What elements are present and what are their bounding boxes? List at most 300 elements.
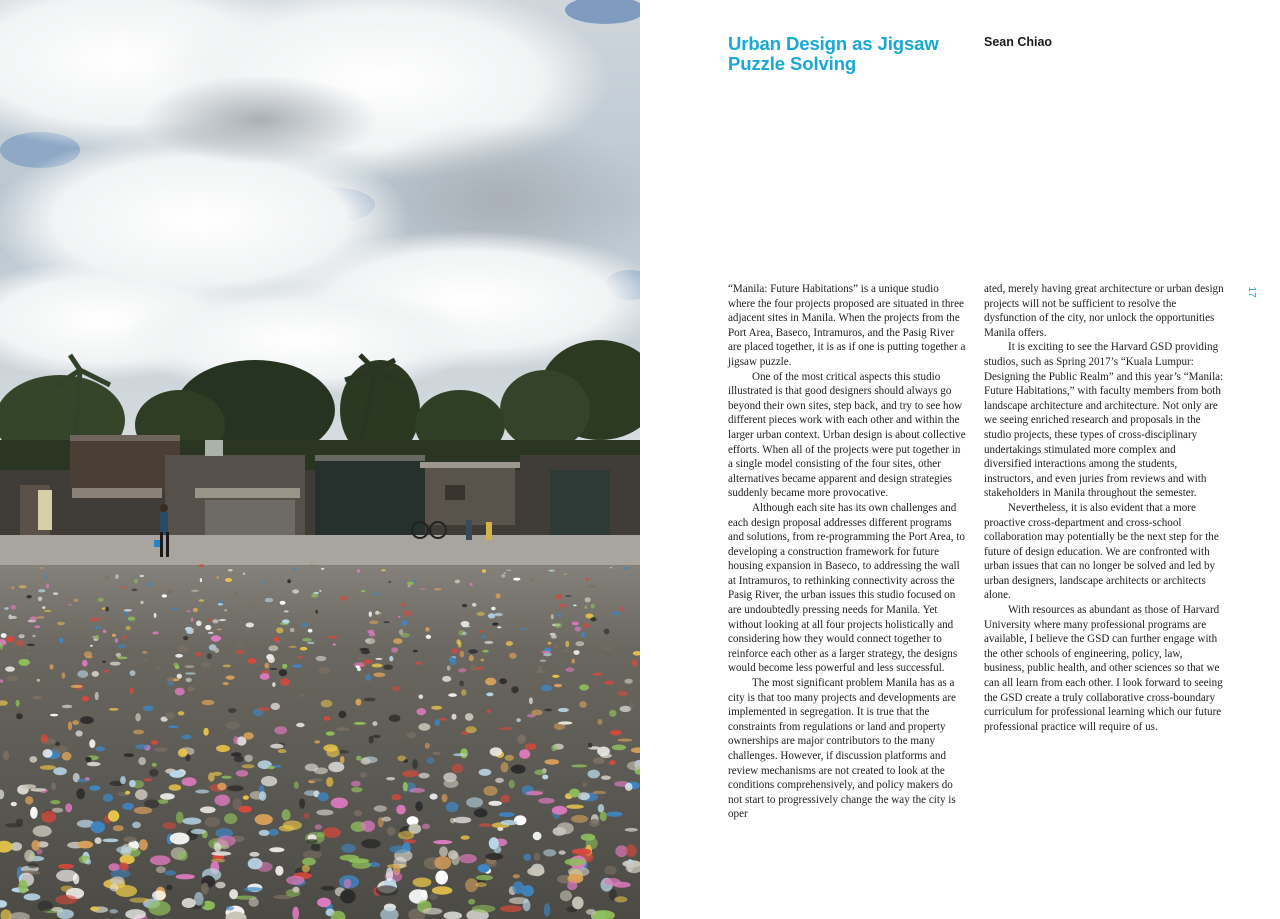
trash-piece (586, 909, 596, 915)
trash-piece (604, 629, 610, 635)
trash-piece (89, 785, 100, 790)
trash-piece (166, 885, 173, 891)
trash-piece (609, 760, 615, 765)
trash-piece (389, 715, 401, 722)
trash-piece (217, 629, 222, 631)
trash-piece (193, 608, 198, 612)
trash-piece (317, 898, 331, 908)
trash-piece (55, 895, 77, 904)
trash-piece (389, 846, 410, 854)
trash-piece (361, 758, 371, 765)
trash-piece (571, 764, 587, 767)
trash-piece (16, 713, 23, 719)
trash-piece (201, 883, 209, 895)
trash-piece (149, 769, 158, 777)
trash-piece (133, 730, 144, 735)
trash-piece (50, 714, 58, 717)
trash-piece (224, 609, 227, 611)
trash-piece (393, 638, 402, 644)
trash-piece (488, 613, 495, 618)
trash-piece (572, 622, 579, 626)
trash-piece (168, 677, 174, 683)
trash-piece (542, 651, 551, 654)
trash-piece (154, 747, 167, 752)
trash-piece (202, 700, 215, 706)
trash-piece (116, 846, 131, 853)
trash-piece (212, 772, 222, 776)
trash-piece (155, 666, 161, 670)
trash-piece (122, 803, 134, 810)
trash-piece (105, 607, 109, 612)
trash-piece (274, 726, 287, 734)
trash-piece (255, 814, 273, 825)
trash-piece (235, 642, 243, 647)
trash-piece (71, 685, 83, 688)
trash-piece (11, 605, 17, 610)
trash-piece (168, 726, 178, 729)
trash-piece (444, 779, 459, 788)
trash-piece (373, 735, 381, 739)
trash-piece (490, 747, 502, 756)
trash-piece (315, 610, 318, 614)
trash-piece (511, 765, 526, 774)
trash-piece (550, 633, 556, 636)
trash-piece (435, 871, 448, 885)
trash-piece (491, 607, 495, 611)
trash-piece (485, 678, 496, 686)
trash-piece (247, 606, 252, 609)
trash-piece (376, 885, 399, 895)
trash-piece (162, 594, 167, 597)
trash-piece (486, 693, 493, 697)
trash-piece (293, 568, 297, 570)
trash-piece (569, 789, 580, 798)
trash-piece (470, 583, 473, 586)
trash-piece (604, 866, 616, 875)
trash-piece (242, 764, 255, 768)
trash-piece (484, 641, 493, 644)
trash-piece (476, 882, 487, 887)
trash-piece (9, 616, 17, 619)
trash-piece (618, 739, 633, 742)
trash-piece (442, 676, 451, 682)
trash-piece (431, 706, 442, 710)
trash-piece (430, 893, 438, 900)
trash-piece (233, 736, 238, 744)
trash-piece (311, 593, 318, 597)
trash-piece (310, 565, 314, 566)
trash-piece (176, 812, 184, 824)
trash-piece (185, 672, 196, 674)
trash-piece (352, 861, 371, 869)
trash-piece (451, 648, 460, 653)
trash-piece (125, 791, 130, 795)
trash-piece (76, 730, 83, 736)
trash-piece (306, 839, 318, 843)
trash-piece (207, 653, 212, 659)
trash-piece (62, 705, 73, 709)
trash-piece (591, 604, 595, 609)
trash-piece (243, 573, 246, 575)
trash-piece (373, 673, 385, 678)
trash-piece (217, 783, 226, 791)
trash-piece (40, 765, 56, 770)
trash-piece (340, 596, 346, 601)
body-column-left (728, 282, 968, 822)
trash-piece (259, 791, 266, 801)
trash-piece (455, 580, 460, 584)
trash-piece (123, 635, 126, 639)
trash-piece (302, 858, 316, 866)
trash-piece (130, 688, 134, 694)
trash-piece (485, 853, 503, 860)
trash-piece (278, 749, 287, 753)
trash-piece (265, 598, 273, 602)
trash-piece (625, 783, 633, 791)
trash-piece (76, 788, 85, 799)
trash-piece (205, 817, 220, 827)
trash-piece (194, 892, 204, 906)
trash-piece (319, 590, 321, 592)
trash-piece (221, 776, 232, 779)
trash-piece (282, 619, 290, 623)
trash-piece (102, 661, 106, 664)
trash-piece (220, 600, 224, 604)
trash-piece (143, 706, 154, 712)
trash-piece (509, 780, 515, 789)
trash-piece (565, 641, 569, 648)
trash-piece (391, 794, 401, 800)
trash-piece (374, 805, 387, 812)
trash-piece (416, 661, 421, 665)
trash-piece (433, 840, 452, 844)
trash-piece (517, 735, 526, 744)
trash-piece (525, 743, 537, 750)
trash-piece (523, 854, 531, 861)
trash-piece (310, 620, 317, 624)
trash-piece (575, 641, 584, 646)
trash-piece (167, 589, 173, 594)
trash-piece (494, 613, 503, 616)
trash-piece (144, 778, 153, 781)
trash-piece (151, 740, 158, 744)
trash-piece (186, 610, 190, 612)
trash-piece (511, 686, 518, 693)
trash-piece (304, 790, 318, 796)
trash-piece (234, 591, 239, 596)
trash-piece (135, 744, 148, 749)
trash-piece (575, 626, 582, 631)
trash-piece (26, 595, 31, 599)
trash-piece (588, 743, 592, 748)
trash-piece (423, 908, 443, 915)
trash-piece (173, 663, 178, 667)
trash-piece (516, 718, 521, 722)
trash-piece (336, 727, 349, 731)
trash-piece (589, 585, 595, 588)
trash-piece (408, 585, 411, 587)
trash-piece (21, 784, 36, 789)
trash-piece (243, 795, 249, 799)
trash-piece (449, 657, 456, 662)
trash-piece (425, 743, 430, 749)
trash-piece (183, 636, 188, 640)
trash-piece (402, 603, 405, 607)
trash-piece (501, 820, 518, 825)
trash-piece (369, 611, 372, 617)
trash-piece (572, 897, 584, 910)
trash-piece (365, 674, 371, 681)
trash-piece (38, 597, 42, 602)
trash-piece (31, 840, 40, 851)
trash-piece (557, 822, 574, 834)
trash-piece (571, 815, 588, 823)
trash-piece (178, 749, 188, 758)
trash-piece (315, 824, 322, 829)
trash-piece (314, 740, 320, 743)
trash-piece (466, 612, 470, 617)
trash-piece (386, 867, 393, 881)
trash-piece (244, 732, 254, 739)
trash-piece (604, 681, 614, 685)
trash-piece (191, 829, 206, 834)
trash-piece (226, 675, 235, 679)
trash-piece (261, 671, 269, 674)
trash-piece (148, 901, 170, 916)
trash-piece (479, 769, 492, 776)
trash-piece (501, 762, 509, 772)
trash-piece (62, 672, 66, 678)
trash-piece (170, 770, 185, 778)
trash-piece (258, 707, 271, 711)
trash-piece (591, 617, 597, 621)
trash-piece (361, 590, 365, 592)
trash-piece (565, 595, 571, 597)
trash-piece (400, 633, 409, 638)
trash-piece (422, 824, 430, 830)
trash-piece (488, 801, 502, 806)
trash-piece (44, 610, 52, 612)
trash-piece (112, 634, 116, 637)
trash-piece (32, 696, 42, 700)
trash-piece (460, 651, 464, 658)
trash-piece (620, 606, 623, 611)
trash-piece (195, 652, 201, 657)
trash-piece (110, 884, 119, 892)
trash-piece (282, 809, 291, 820)
trash-piece (276, 627, 283, 633)
trash-piece (113, 825, 124, 831)
trash-piece (73, 599, 78, 602)
trash-piece (170, 833, 190, 845)
trash-piece (418, 723, 430, 731)
trash-piece (84, 651, 92, 658)
trash-piece (292, 589, 299, 593)
trash-piece (226, 906, 235, 911)
trash-piece (152, 763, 157, 767)
trash-piece (519, 628, 526, 630)
trash-piece (12, 586, 15, 589)
trash-piece (341, 844, 356, 853)
trash-piece (364, 698, 376, 702)
trash-piece (115, 574, 118, 579)
trash-piece (163, 822, 177, 829)
trash-piece (189, 628, 195, 630)
trash-piece (490, 632, 494, 635)
trash-piece (248, 658, 257, 664)
trash-piece (85, 859, 91, 864)
trash-piece (53, 767, 67, 775)
trash-piece (108, 810, 119, 821)
trash-piece (134, 807, 153, 814)
trash-piece (90, 645, 93, 647)
trash-piece (367, 630, 374, 634)
trash-piece (282, 664, 287, 669)
trash-piece (306, 612, 314, 614)
trash-piece (133, 607, 136, 611)
trash-piece (214, 843, 221, 852)
trash-piece (211, 635, 221, 641)
trash-piece (7, 675, 18, 681)
trash-piece (72, 720, 79, 725)
trash-piece (41, 811, 56, 823)
trash-piece (413, 650, 418, 653)
trash-piece (200, 578, 202, 582)
trash-piece (551, 614, 554, 619)
trash-piece (6, 636, 15, 642)
trash-piece (90, 821, 105, 833)
trash-piece (296, 723, 305, 727)
trash-piece (90, 617, 99, 621)
trash-piece (286, 876, 304, 885)
trash-piece (160, 793, 175, 800)
trash-piece (316, 656, 327, 661)
trash-piece (92, 671, 99, 677)
trash-piece (77, 779, 88, 783)
author-name: Sean Chiao (984, 35, 1053, 49)
trash-piece (318, 792, 329, 801)
trash-piece (212, 619, 218, 623)
trash-piece (624, 679, 632, 684)
trash-piece (434, 719, 440, 726)
trash-piece (219, 619, 226, 621)
trash-piece (130, 670, 136, 676)
trash-piece (533, 832, 542, 841)
trash-piece (434, 588, 442, 590)
trash-piece (324, 716, 331, 720)
trash-piece (456, 639, 460, 644)
trash-piece (25, 796, 33, 804)
trash-piece (468, 899, 475, 905)
trash-piece (314, 592, 319, 594)
trash-piece (477, 612, 485, 616)
trash-piece (505, 755, 514, 761)
trash-piece (474, 808, 488, 817)
trash-piece (391, 647, 398, 653)
trash-piece (201, 662, 212, 668)
trash-piece (82, 696, 89, 701)
trash-piece (62, 752, 72, 761)
trash-piece (558, 721, 572, 724)
trash-piece (38, 589, 46, 592)
trash-piece (379, 612, 382, 614)
trash-piece (50, 664, 54, 669)
trash-piece (280, 678, 290, 686)
trash-piece (624, 567, 629, 569)
trash-piece (208, 632, 214, 634)
trash-piece (302, 638, 312, 642)
trash-piece (87, 762, 101, 766)
trash-piece (559, 850, 566, 854)
trash-piece (167, 682, 174, 686)
trash-piece (492, 623, 498, 626)
trash-piece (99, 617, 102, 619)
trash-piece (333, 643, 336, 645)
trash-piece (552, 806, 568, 815)
trash-piece (124, 753, 135, 757)
trash-piece (199, 599, 204, 602)
trash-piece (496, 593, 501, 598)
trash-piece (95, 692, 99, 700)
trash-piece (582, 782, 587, 788)
trash-piece (94, 627, 102, 629)
trash-piece (453, 753, 467, 756)
trash-piece (3, 751, 9, 760)
trash-piece (572, 848, 591, 854)
trash-piece (383, 665, 393, 670)
trash-piece (609, 710, 617, 717)
trash-piece (152, 631, 158, 634)
trash-piece (1, 633, 7, 638)
trash-piece (96, 635, 100, 640)
trash-piece (89, 739, 95, 748)
trash-piece (203, 728, 208, 736)
trash-piece (540, 660, 546, 662)
trash-piece (305, 764, 318, 772)
trash-piece (175, 654, 183, 658)
trash-piece (120, 776, 126, 784)
trash-piece (612, 745, 626, 751)
trash-piece (90, 906, 99, 911)
trash-piece (275, 866, 283, 876)
trash-piece (98, 598, 104, 602)
trash-piece (165, 870, 176, 875)
trash-piece (85, 757, 91, 762)
trash-piece (129, 898, 149, 903)
trash-piece (195, 790, 209, 794)
trash-piece (216, 745, 230, 752)
trash-piece (476, 875, 493, 880)
trash-piece (120, 587, 127, 589)
trash-piece (360, 772, 367, 778)
trash-piece (552, 675, 559, 678)
trash-piece (548, 570, 555, 572)
trash-piece (479, 823, 492, 827)
trash-piece (95, 746, 105, 751)
trash-piece (461, 621, 470, 626)
trash-piece (11, 802, 17, 806)
paragraph: One of the most critical aspects this studio illustrated is that good designers should always go beyond their own sites, step back, and try to see how different pieces work with each other and within the larger urban context. Urban design is about collective efforts. When all of the projects were put together in a single model consisting of the four sites, other alternatives became apparent and design strategies suddenly became more provocative. (728, 370, 966, 500)
trash-piece (5, 666, 15, 671)
trash-piece (234, 756, 244, 763)
trash-piece (351, 781, 361, 787)
trash-piece (581, 632, 585, 637)
trash-piece (396, 805, 406, 815)
trash-piece (553, 645, 560, 649)
trash-piece (294, 781, 299, 789)
trash-piece (338, 711, 346, 718)
trash-piece (135, 789, 148, 800)
